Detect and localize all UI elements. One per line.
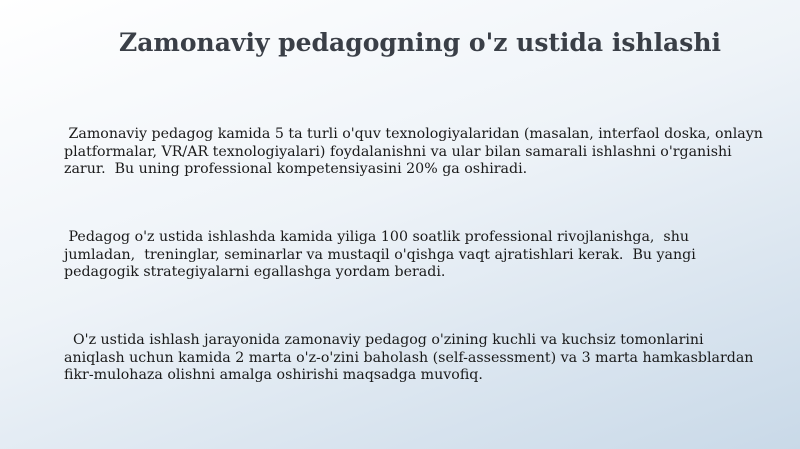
paragraph-2: Pedagog o'z ustida ishlashda kamida yiliga 100 soatlik professional rivojlanishga, shu jumladan, treninglar, seminarlar va mustaqil o'qishga vaqt ajratishlari kerak. Bu yangi pedagogik strategiyalarni egallashga yordam beradi. [64,229,701,280]
slide-title: Zamonaviy pedagogning o'z ustida ishlashi [118,28,722,57]
paragraph-3: O'z ustida ishlash jarayonida zamonaviy pedagog o'zining kuchli va kuchsiz tomonlarini aniqlash uchun kamida 2 marta o'z-o'zini baholash (self-assessment) va 3 marta hamkasblardan fikr-mulohaza olishni amalga oshirishi maqsadga muvofiq. [64,332,758,383]
paragraph-1: Zamonaviy pedagog kamida 5 ta turli o'quv texnologiyalaridan (masalan, interfaol doska, onlayn platformalar, VR/AR texnologiyalari) foydalanishni va ular bilan samarali ishlashni o'rganishi zarur. Bu uning professional kompetensiyasini 20% ga oshiradi. [64,126,768,177]
